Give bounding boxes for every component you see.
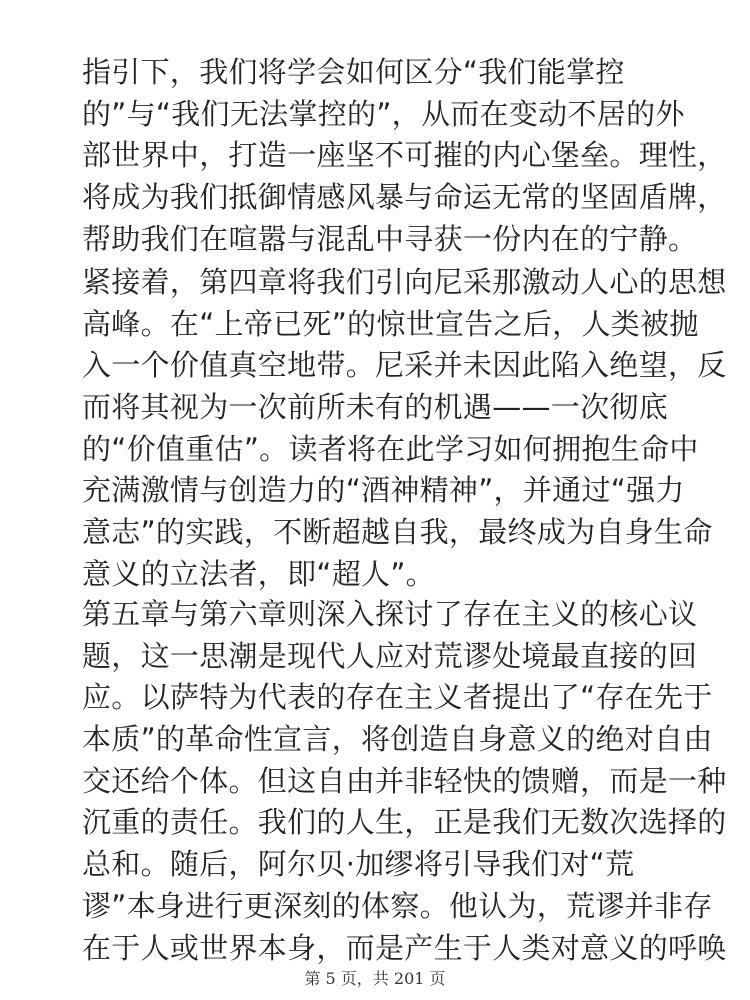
text-line: 指引下，我们将学会如何区分“我们能掌控 xyxy=(82,55,625,89)
text-line: 题，这一思潮是现代人应对荒谬处境最直接的回 xyxy=(82,638,698,673)
text-line: 的”与“我们无法掌控的”，从而在变动不居的外 xyxy=(82,96,685,131)
text-line: 入一个价值真空地带。尼采并未因此陷入绝望，反 xyxy=(82,348,727,383)
text-line: 第五章与第六章则深入探讨了存在主义的核心议 xyxy=(82,597,698,631)
text-line: 的“价值重估”。读者将在此学习如何拥抱生命中 xyxy=(82,431,699,466)
page-number-footer: 第 5 页，共 201 页 xyxy=(304,969,446,988)
paragraph-2 xyxy=(82,262,727,596)
text-line: 而将其视为一次前所未有的机遇——一次彻底 xyxy=(82,390,669,425)
text-line: 意志”的实践，不断超越自我，最终成为自身生命 xyxy=(82,515,713,550)
text-line: 帮助我们在喧嚣与混乱中寻获一份内在的宁静。 xyxy=(82,221,698,256)
text-line: 本质”的革命性宣言，将创造自身意义的绝对自由 xyxy=(82,722,713,757)
paragraph-3 xyxy=(82,594,727,969)
text-line: 意义的立法者，即“超人”。 xyxy=(82,556,435,591)
text-line: 部世界中，打造一座坚不可摧的内心堡垒。理性， xyxy=(82,138,727,173)
text-line: 谬”本身进行更深刻的体察。他认为，荒谬并非存 xyxy=(82,888,713,923)
text-line: 总和。随后，阿尔贝·加缪将引导我们对“荒 xyxy=(82,847,635,882)
paragraph-1 xyxy=(82,52,727,260)
text-line: 充满激情与创造力的“酒神精神”，并通过“强力 xyxy=(82,473,685,508)
text-line: 在于人或世界本身，而是产生于人类对意义的呼唤 xyxy=(82,930,727,965)
text-line: 将成为我们抵御情感风暴与命运无常的坚固盾牌， xyxy=(82,180,727,215)
text-line: 沉重的责任。我们的人生，正是我们无数次选择的 xyxy=(82,805,727,840)
text-line: 交还给个体。但这自由并非轻快的馈赠，而是一种 xyxy=(82,763,727,798)
text-line: 紧接着，第四章将我们引向尼采那激动人心的思想 xyxy=(82,265,727,299)
text-line: 高峰。在“上帝已死”的惊世宣告之后，人类被抛 xyxy=(82,306,699,341)
text-line: 应。以萨特为代表的存在主义者提出了“存在先于 xyxy=(82,680,713,715)
